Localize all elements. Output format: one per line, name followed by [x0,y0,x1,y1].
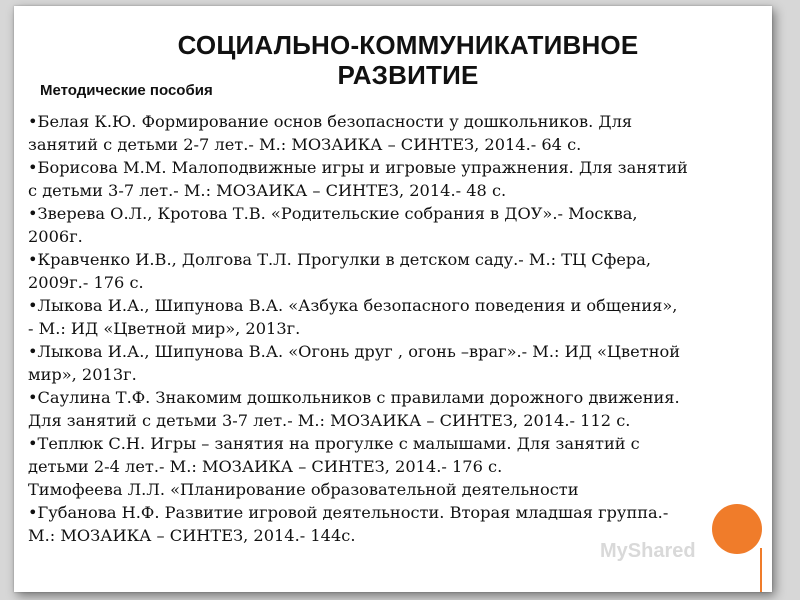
list-item: •Лыкова И.А., Шипунова В.А. «Огонь друг , огонь –враг».- М.: ИД «Цветной мир», 2013г. [28,342,681,384]
slide-subtitle: Методические пособия [40,82,213,99]
list-item: Тимофеева Л.Л. «Планирование образовательной деятельности [28,480,579,499]
list-item: •Теплюк С.Н. Игры – занятия на прогулке с малышами. Для занятий с детьми 2-4 лет.- М.: МОЗАИКА – СИНТЕЗ, 2014.- 176 с. [28,434,640,476]
list-item: •Борисова М.М. Малоподвижные игры и игровые упражнения. Для занятий с детьми 3-7 лет.- М.: МОЗАИКА – СИНТЕЗ, 2014.- 48 с. [28,158,688,200]
slide-title [118,30,698,90]
title-line-2: РАЗВИТИЕ [337,60,479,90]
title-line-1: СОЦИАЛЬНО-КОММУНИКАТИВНОЕ [177,30,639,60]
list-item: •Белая К.Ю. Формирование основ безопасности у дошкольников. Для занятий с детьми 2-7 лет.- М.: МОЗАИКА – СИНТЕЗ, 2014.- 64 с. [28,112,633,154]
bibliography-list [28,110,758,547]
list-item: •Саулина Т.Ф. Знакомим дошкольников с правилами дорожного движения. Для занятий с детьми 3-7 лет.- М.: МОЗАИКА – СИНТЕЗ, 2014.- 112 с. [28,388,680,430]
orange-line-decoration [760,548,762,592]
list-item: •Лыкова И.А., Шипунова В.А. «Азбука безопасного поведения и общения», - М.: ИД «Цветной мир», 2013г. [28,296,678,338]
list-item: •Кравченко И.В., Долгова Т.Л. Прогулки в детском саду.- М.: ТЦ Сфера, 2009г.- 176 с. [28,250,652,292]
watermark: MyShared [600,540,696,562]
list-item: •Губанова Н.Ф. Развитие игровой деятельности. Вторая младшая группа.- М.: МОЗАИКА – СИНТЕЗ, 2014.- 144с. [28,503,669,545]
list-item: •Зверева О.Л., Кротова Т.В. «Родительские собрания в ДОУ».- Москва, 2006г. [28,204,638,246]
orange-circle-decoration [712,504,762,554]
